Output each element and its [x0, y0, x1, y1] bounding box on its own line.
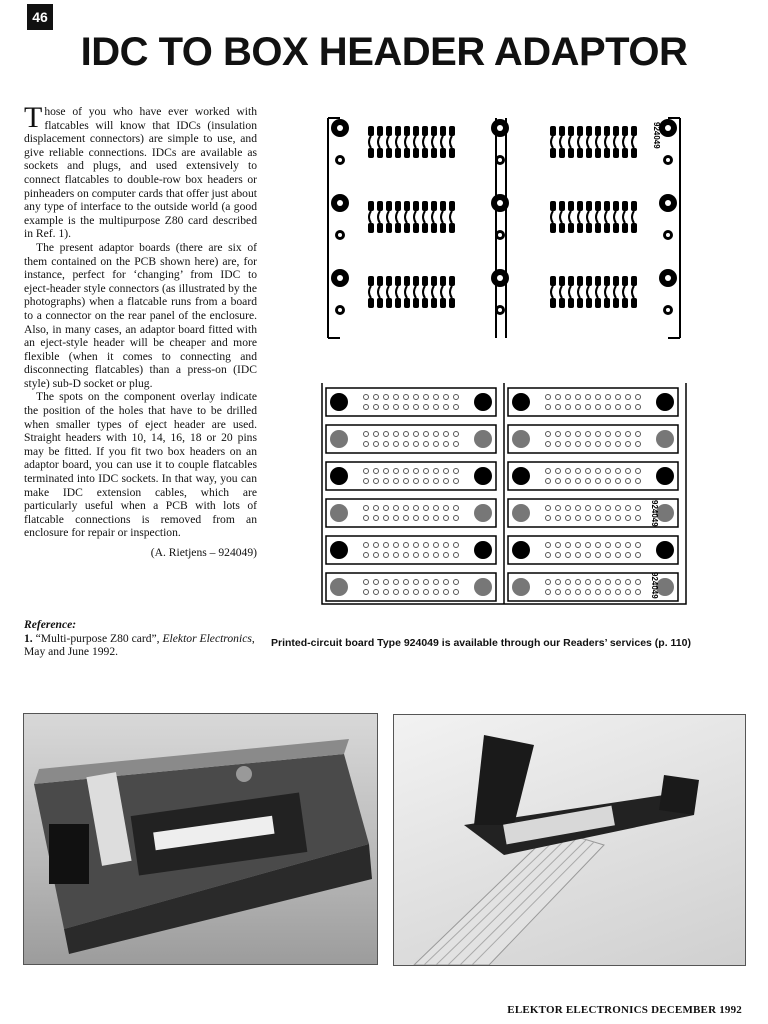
paragraph-2: The present adaptor boards (there are six of them contained on the PCB shown here) are, for instance, perfect for ‘changing’ from IDC to eject-header style connectors (as illustrated by the photographs) when a flatcable runs from a board to a connector on the rear panel of the enclosure. Also, in many cases, an adaptor board fitted with an eject-style header will be cheaper and more flexible (when it comes to connecting and disconnecting flatcables) than a press-on (IDC style) sub-D socket or plug.	[24, 240, 257, 390]
reference-number: 1.	[24, 631, 33, 645]
reference-heading: Reference:	[24, 618, 77, 631]
reference-date: , May and June 1992.	[24, 631, 255, 659]
reference-block	[24, 618, 257, 659]
author-credit: (A. Rietjens – 924049)	[150, 546, 257, 559]
footer-issue: ELEKTOR ELECTRONICS DECEMBER 1992	[507, 1004, 742, 1016]
page-number: 46	[27, 4, 53, 30]
reference-journal: Elektor Electronics	[162, 631, 252, 645]
article-body	[24, 101, 257, 560]
pcb-caption: Printed-circuit board Type 924049 is available through our Readers’ services (p. 110)	[271, 637, 691, 649]
paragraph-3: The spots on the component overlay indicate the position of the holes that have to be drilled when smaller types of eject header are used. Straight headers with 10, 14, 16, 18 or 20 pins may be fitted. If you fit two box headers on an adaptor board, you can use it to couple flatcables terminated into IDC sockets. In that way, you can make IDC extension cables, which are particularly useful when a PCB with lots of flatcable connections is removed from an enclosure for repair or inspection.	[24, 390, 257, 540]
article-title: IDC TO BOX HEADER ADAPTOR	[80, 30, 688, 74]
pcb-component-overlay	[322, 383, 686, 604]
reference-title: “Multi-purpose Z80 card”,	[35, 631, 163, 645]
paragraph-1-text: hose of you who have ever worked with flatcables will know that IDCs (insulation displacement connectors) are simple to use, and give reliable connections. IDCs are available as sockets and plugs, and used extensively to connect flatcables to double-row box headers or pinheaders on computer cards that offer just about any type of interface to the outside world (a good example is the multipurpose Z80 card described in Ref. 1).	[24, 105, 257, 241]
pcb-track-label: 924049	[652, 122, 661, 149]
pcb-overlay-label: 924049	[650, 500, 659, 527]
photo-eject-header-flatcable	[393, 714, 746, 966]
pcb-layout-diagram	[318, 108, 690, 608]
pcb-copper-tracks	[328, 118, 680, 338]
reference-item	[24, 632, 257, 659]
photo-z80-card-enclosure	[23, 713, 378, 965]
paragraph-1	[24, 101, 257, 241]
drop-cap: T	[24, 101, 43, 134]
pcb-overlay-label-mirrored: 924049	[650, 572, 659, 599]
